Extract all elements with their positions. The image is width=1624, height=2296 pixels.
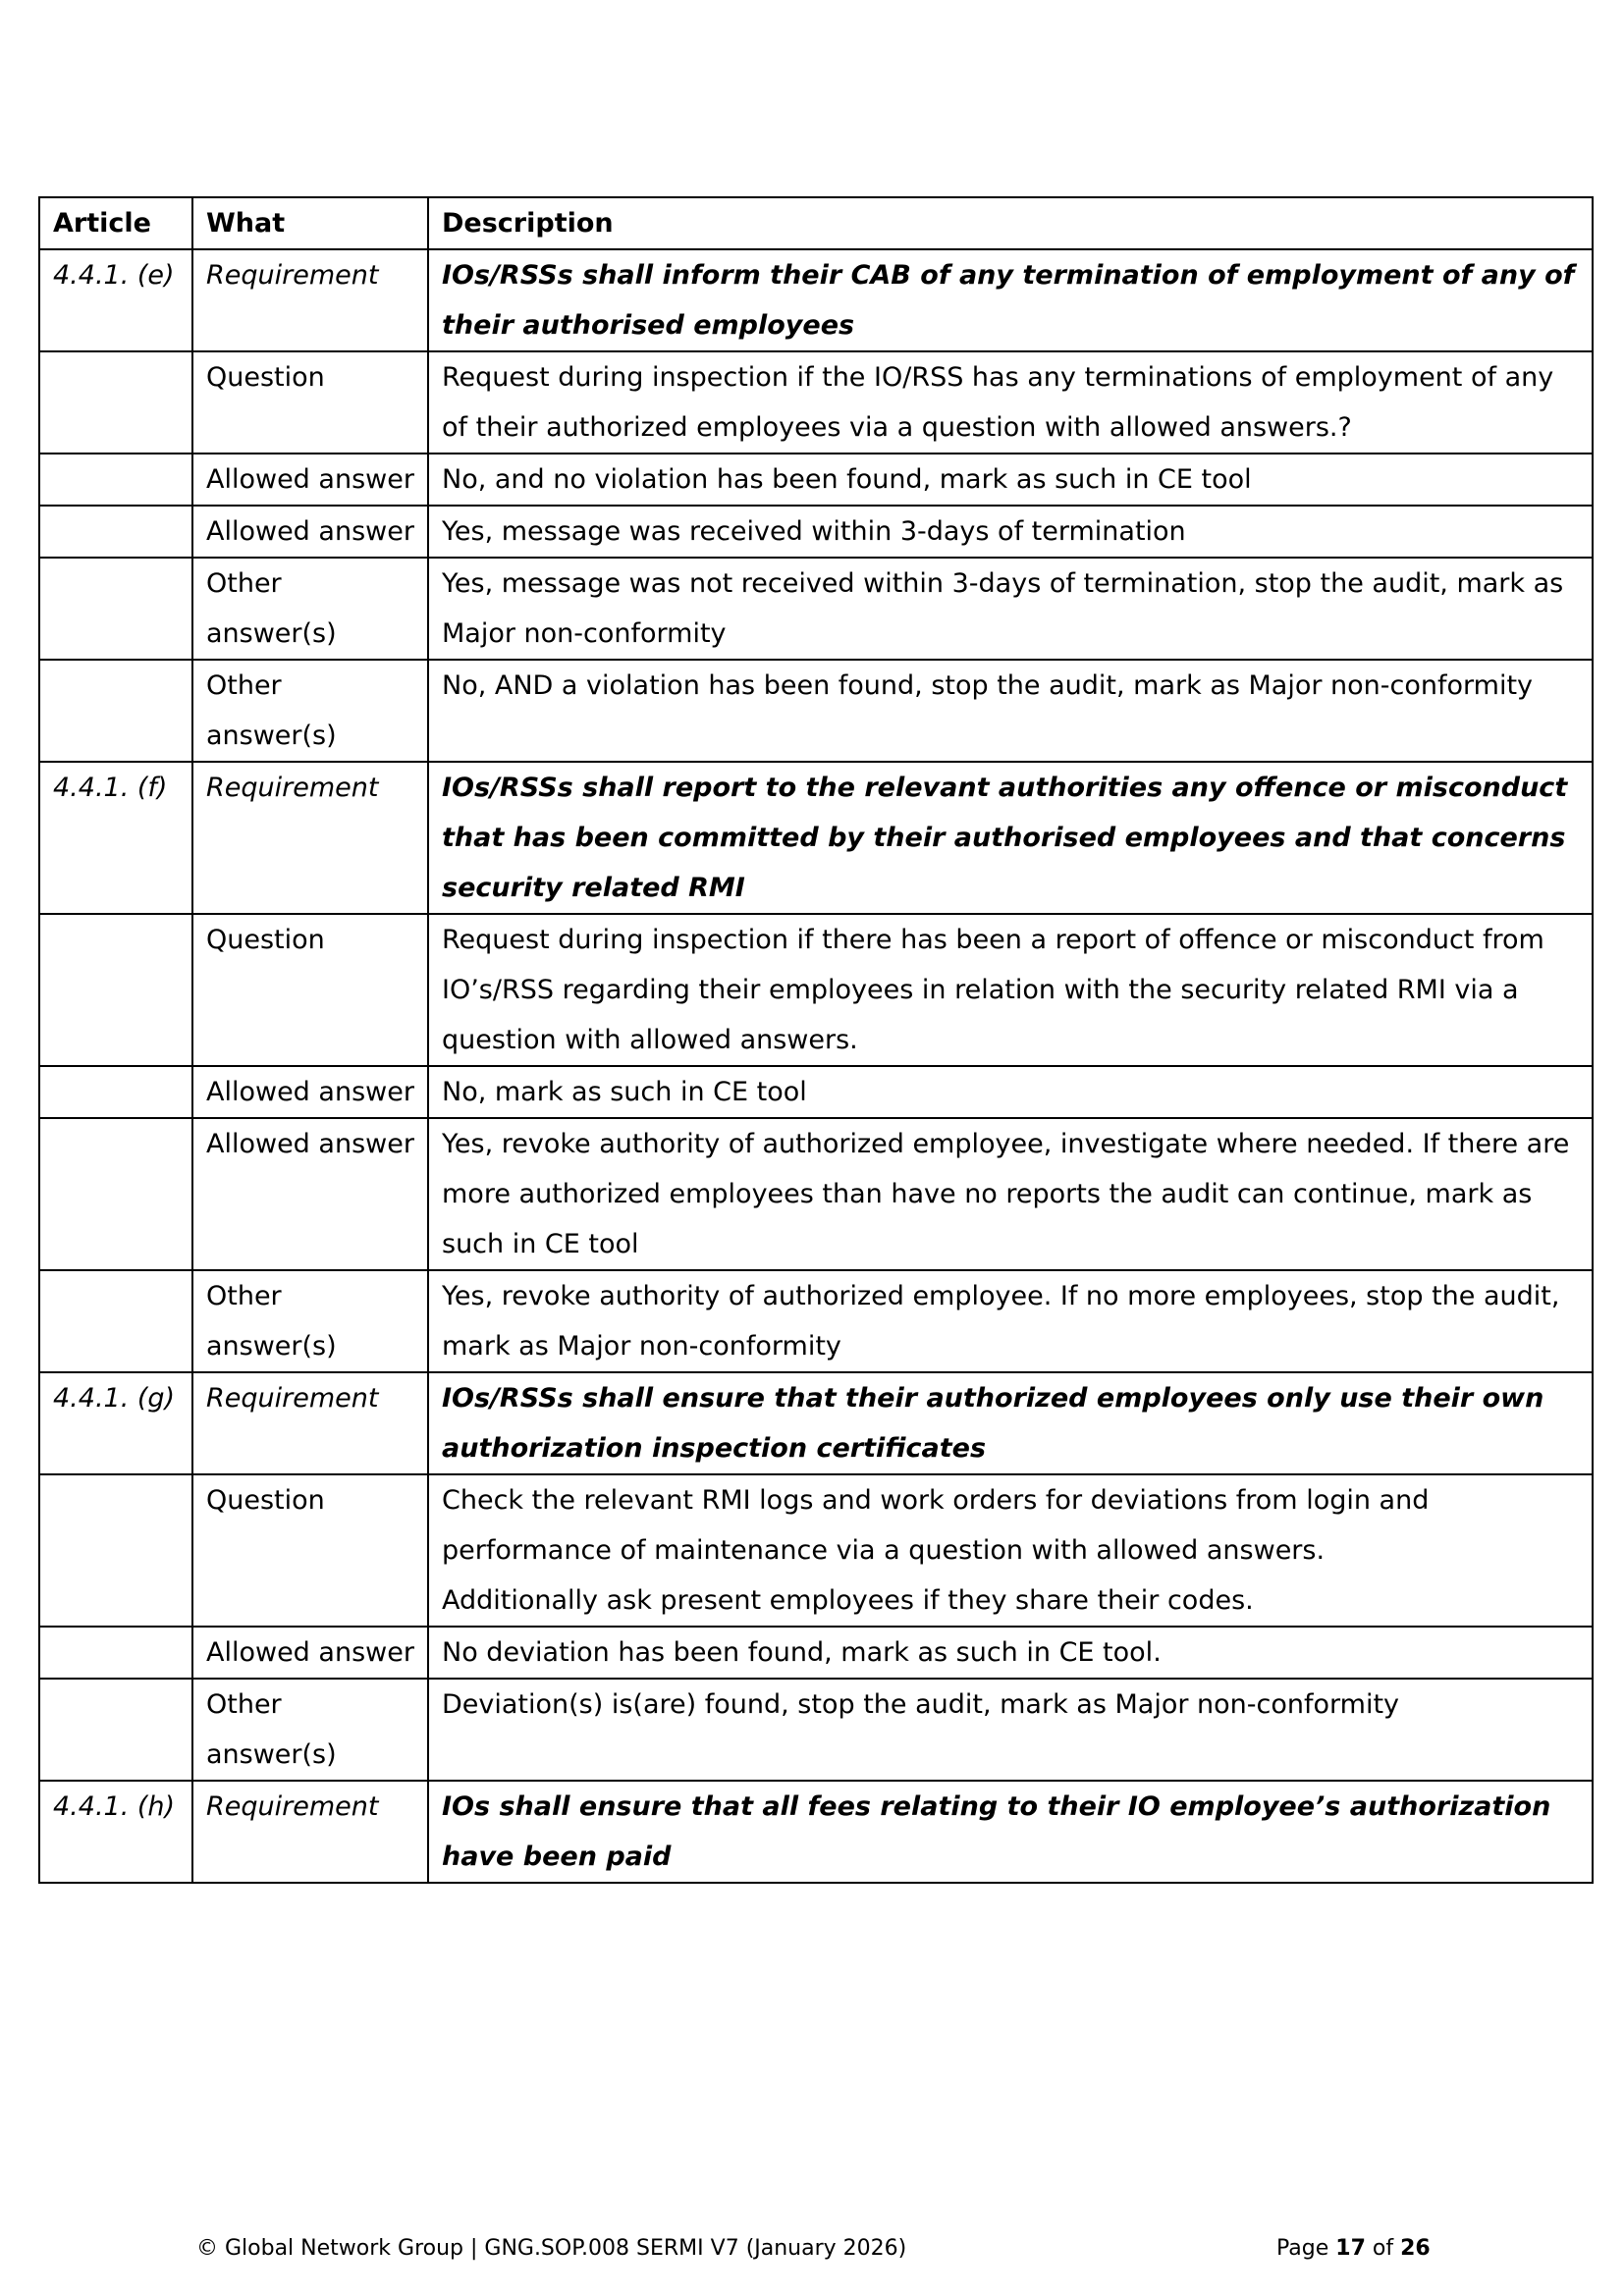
what-cell: Allowed answer [192, 454, 428, 506]
description-cell: Request during inspection if the IO/RSS has any terminations of employment of any of their authorized employees via a question with allowed answers.? [428, 351, 1593, 454]
header-what: What [192, 197, 428, 249]
description-cell: Yes, message was not received within 3-days of termination, stop the audit, mark as Major non-conformity [428, 558, 1593, 660]
what-cell: Allowed answer [192, 1118, 428, 1270]
description-cell: Yes, revoke authority of authorized employee, investigate where needed. If there are more authorized employees than have no reports the audit can continue, mark as such in CE tool [428, 1118, 1593, 1270]
table-row [39, 1066, 1593, 1118]
description-cell [428, 1474, 1593, 1627]
description-cell: No, mark as such in CE tool [428, 1066, 1593, 1118]
what-cell: Requirement [192, 1781, 428, 1883]
what-cell: Requirement [192, 1372, 428, 1474]
description-cell: IOs/RSSs shall report to the relevant authorities any offence or misconduct that has been committed by their authorised employees and that concerns security related RMI [428, 762, 1593, 914]
table-row [39, 762, 1593, 914]
table-row [39, 249, 1593, 351]
description-cell: IOs/RSSs shall inform their CAB of any termination of employment of any of their authorised employees [428, 249, 1593, 351]
article-cell [39, 1474, 192, 1627]
page-label: Page [1276, 2236, 1329, 2261]
table-row [39, 914, 1593, 1066]
description-line: Additionally ask present employees if they share their codes. [442, 1585, 1254, 1616]
table-row [39, 454, 1593, 506]
page-total: 26 [1400, 2236, 1431, 2261]
what-cell: Question [192, 914, 428, 1066]
table-row [39, 1474, 1593, 1627]
table-header-row [39, 197, 1593, 249]
what-cell: Other answer(s) [192, 558, 428, 660]
description-cell: Request during inspection if there has been a report of offence or misconduct from IO’s/RSS regarding their employees in relation with the security related RMI via a question with allowed answers. [428, 914, 1593, 1066]
what-cell: Other answer(s) [192, 1270, 428, 1372]
what-cell: Allowed answer [192, 1627, 428, 1679]
description-line: Check the relevant RMI logs and work orders for deviations from login and performance of maintenance via a question with allowed answers. [442, 1485, 1430, 1566]
description-cell: Yes, revoke authority of authorized employee. If no more employees, stop the audit, mark as Major non-conformity [428, 1270, 1593, 1372]
article-cell [39, 558, 192, 660]
header-article: Article [39, 197, 192, 249]
article-cell [39, 1066, 192, 1118]
description-cell: Yes, message was received within 3-days of termination [428, 506, 1593, 558]
what-cell: Question [192, 351, 428, 454]
article-cell [39, 1679, 192, 1781]
description-cell: Deviation(s) is(are) found, stop the audit, mark as Major non-conformity [428, 1679, 1593, 1781]
description-cell: No, AND a violation has been found, stop the audit, mark as Major non-conformity [428, 660, 1593, 762]
table-row [39, 1781, 1593, 1883]
requirements-table [38, 196, 1594, 1884]
table-row [39, 1679, 1593, 1781]
article-cell: 4.4.1. (h) [39, 1781, 192, 1883]
table-row [39, 558, 1593, 660]
description-cell: IOs/RSSs shall ensure that their authorized employees only use their own authorization inspection certificates [428, 1372, 1593, 1474]
what-cell: Requirement [192, 249, 428, 351]
what-cell: Other answer(s) [192, 1679, 428, 1781]
page-number: 17 [1335, 2236, 1366, 2261]
what-cell: Requirement [192, 762, 428, 914]
article-cell [39, 660, 192, 762]
article-cell: 4.4.1. (f) [39, 762, 192, 914]
article-cell [39, 1270, 192, 1372]
article-cell [39, 454, 192, 506]
table-row [39, 1118, 1593, 1270]
what-cell: Other answer(s) [192, 660, 428, 762]
article-cell [39, 1627, 192, 1679]
footer-page-indicator [1276, 2234, 1431, 2264]
description-cell: No deviation has been found, mark as such in CE tool. [428, 1627, 1593, 1679]
of-label: of [1372, 2236, 1394, 2261]
footer-copyright: © Global Network Group | GNG.SOP.008 SERMI V7 (January 2026) [196, 2236, 907, 2261]
table-row [39, 1627, 1593, 1679]
table-row [39, 1270, 1593, 1372]
article-cell: 4.4.1. (e) [39, 249, 192, 351]
header-description: Description [428, 197, 1593, 249]
article-cell [39, 506, 192, 558]
description-cell: No, and no violation has been found, mark as such in CE tool [428, 454, 1593, 506]
article-cell: 4.4.1. (g) [39, 1372, 192, 1474]
article-cell [39, 914, 192, 1066]
article-cell [39, 1118, 192, 1270]
table-row [39, 1372, 1593, 1474]
what-cell: Question [192, 1474, 428, 1627]
article-cell [39, 351, 192, 454]
table-row [39, 506, 1593, 558]
what-cell: Allowed answer [192, 1066, 428, 1118]
what-cell: Allowed answer [192, 506, 428, 558]
description-cell: IOs shall ensure that all fees relating to their IO employee’s authorization have been paid [428, 1781, 1593, 1883]
table-row [39, 351, 1593, 454]
table-row [39, 660, 1593, 762]
